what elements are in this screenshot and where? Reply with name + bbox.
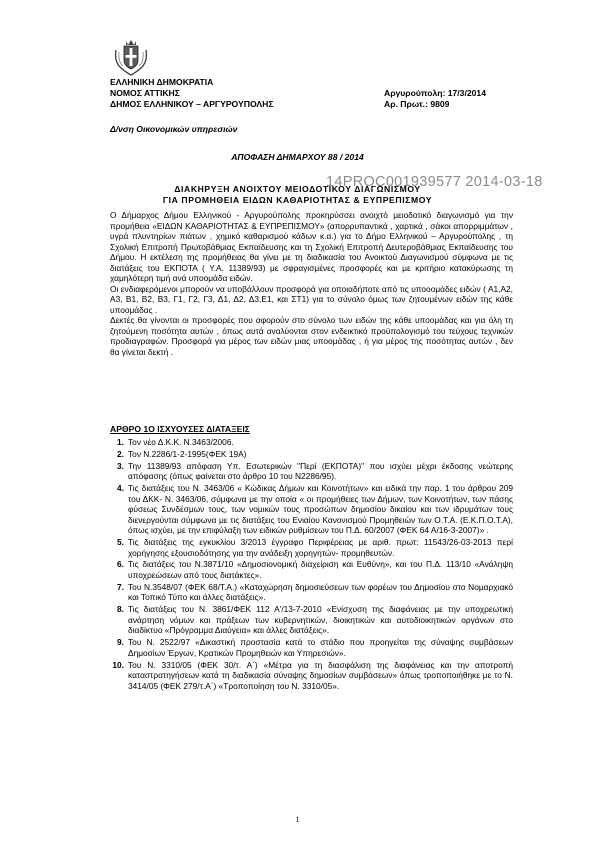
header-left — [110, 77, 274, 110]
list-item-number: 8. — [117, 604, 124, 615]
list-item-text: Του Ν. 2522/97 «Δικαστική προστασία κατά το στάδιο που προηγείται της σύναψης συμβάσεων Δημοσίων Έργων, Κρατικών Προμηθειών και Υπηρεσιών». — [128, 637, 513, 658]
list-item — [92, 559, 513, 580]
list-item — [92, 483, 513, 536]
list-item-text: Τον Ν.2286/1-2-1995(ΦΕΚ 19Α) — [128, 448, 247, 459]
decision-number: ΑΠΟΦΑΣΗ ΔΗΜΑΡΧΟΥ 88 / 2014 — [231, 152, 364, 162]
body-text — [110, 210, 513, 357]
list-item — [92, 461, 513, 482]
list-item-text: Τις διατάξεις του Ν. 3861/ΦΕΚ 112 Α'/13-7-2010 «Ενίσχυση της διαφάνειας με την υποχρεωτική ανάρτηση νόμων και πράξεων των κυβερνητικών, διοικητικών και αυτοδιοικητικών οργάνων στο διαδίκτυο «Πρόγραμμα Διαύγεια» και άλλες διατάξεις». — [128, 604, 513, 636]
list-item-text: Την 11389/93 απόφαση Υπ. Εσωτερικών "Περί (ΕΚΠΟΤΑ)" που ισχύει μέχρι έκδοσης νεώτερης απόφασης (όπως φαίνεται στο άρθρο 10 του Ν2286/95). — [128, 460, 513, 482]
header-right — [384, 88, 486, 110]
list-item-number: 5. — [117, 537, 124, 548]
title-line-2: ΓΙΑ ΠΡΟΜΗΘΕΙΑ ΕΙΔΩΝ ΚΑΘΑΡΙΟΤΗΤΑΣ & ΕΥΠΡΕΠΙΣΜΟΥ — [162, 195, 433, 205]
header-prefecture: ΝΟΜΟΣ ΑΤΤΙΚΗΣ — [110, 88, 180, 98]
list-item-number: 9. — [117, 637, 124, 648]
list-item-number: 1. — [117, 437, 124, 447]
list-item-number: 2. — [117, 448, 124, 459]
list-item-number: 7. — [117, 581, 124, 592]
header-protocol-number: Αρ. Πρωτ.: 9809 — [384, 99, 450, 109]
list-item — [92, 449, 513, 460]
list-item — [92, 437, 513, 448]
list-item-number: 10. — [112, 659, 124, 670]
page-number: 1 — [295, 815, 300, 824]
list-item — [92, 604, 513, 636]
header-republic: ΕΛΛΗΝΙΚΗ ΔΗΜΟΚΡΑΤΙΑ — [110, 77, 214, 87]
list-item — [92, 660, 513, 692]
paragraph-intro: Ο Δήμαρχος Δήμου Ελληνικού - Αργυρούπολης προκηρύσσει ανοιχτό μειοδοτικό διαγωνισμό για την προμήθεια «ΕΙΔΩΝ ΚΑΘΑΡΙΟΤΗΤΑΣ & ΕΥΠΡΕΠΙΣΜΟΥ» (απορρυπαντικά , χαρτικά , σάκοι απορριμμάτων , υγρά πλυντηρίων πιάτων , χημικό καθαρισμού κάδων κ.α.) για το Δήμο Ελληνικού – Αργυρούπολης , τη Σχολική Επιτροπή Πρωτοβάθμιας Εκπαίδευσης και τη Σχολική Επιτροπή Δευτεροβάθμιας Εκπαίδευσης του Δήμου. Η εκτέλεση της προμήθειας θα γίνει με τη διαδικασία του Ανοικτού Διαγωνισμού σύμφωνα με τις διατάξεις του ΕΚΠΟΤΑ ( Υ.Α. 11389/93) με σφραγισμένες προσφορές και με κριτήριο κατακύρωσης τη χαμηλότερη τιμή ανά υποομάδα ειδών. — [110, 210, 513, 283]
document-title — [0, 184, 595, 206]
article-heading: ΑΡΘΡΟ 1Ο ΙΣΧΥΟΥΣΕΣ ΔΙΑΤΑΞΕΙΣ — [110, 424, 250, 434]
list-item-number: 6. — [117, 559, 124, 570]
list-item-text: Τον νέο Δ.Κ.Κ. Ν.3463/2006. — [128, 437, 234, 447]
list-item-number: 4. — [117, 483, 124, 494]
title-line-1: ΔΙΑΚΗΡΥΞΗ ΑΝΟΙΧΤΟΥ ΜΕΙΟΔΟΤΙΚΟΥ ΔΙΑΓΩΝΙΣΜΟΥ — [174, 184, 421, 194]
header-municipality: ΔΗΜΟΣ ΕΛΛΗΝΙΚΟΥ – ΑΡΓΥΡΟΥΠΟΛΗΣ — [110, 99, 274, 109]
diavgeia-stamp: 14PROC001939577 2014-03-18 — [326, 174, 543, 190]
list-item — [92, 582, 513, 603]
legislation-list — [92, 437, 513, 692]
list-item-text: Του Ν. 3310/05 (ΦΕΚ 30/τ. Α΄) «Μέτρα για τη διασφάλιση της διαφάνειας και την αποτροπή καταστρατηγήσεων κατά τη διαδικασία σύναψης δημοσίων συμβάσεων» όπως τροποποιήθηκε με το Ν. 3414/05 (ΦΕΚ 279/τ.Α΄) «Τροποποίηση του Ν. 3310/05». — [128, 659, 513, 691]
list-item-text: Του Ν.3548/07 (ΦΕΚ 68/Τ.Α.) «Καταχώρηση δημοσιεύσεων των φορέων του Δημοσίου στο Νομαρχιακό και Τοπικό Τύπο και άλλες διατάξεις». — [128, 581, 513, 603]
list-item — [92, 537, 513, 558]
list-item-number: 3. — [117, 460, 124, 471]
header-date: Αργυρούπολη: 17/3/2014 — [384, 88, 486, 98]
list-item-text: Τις διατάξεις του Ν.3871/10 «Δημοσιονομική διαχείριση και Ευθύνη», και του Π.Δ. 113/10 «Ανάληψη υποχρεώσεων από τους διατάκτες». — [128, 559, 513, 580]
paragraph-acceptance: Δεκτές θα γίνονται οι προσφορές που αφορούν στο σύνολο των ειδών της κάθε υποομάδας και για όλη τη ζητούμενη ποσότητα αυτών , όπως αυτά αναλύονται στον ενδεικτικό προϋπολογισμό του τεύχους τεχνικών προδιαγραφών. Προσφορά για μέρος των ειδών μιας υποομάδας , ή για μέρος της ποσότητας αυτών , δεν θα γίνεται δεκτή . — [110, 315, 513, 357]
header-department: Δ/νση Οικονομικών υπηρεσιών — [110, 124, 238, 134]
greek-coat-of-arms-icon — [113, 38, 149, 76]
list-item — [92, 637, 513, 658]
list-item-text: Τις διατάξεις της εγκυκλίου 3/2013 έγγραφο Περιφέρειας με αριθ. πρωτ: 11543/26-03-2013 περί χορήγησης εξουσιοδότησης για την ανάδειξη χορηγητών- προμηθευτών. — [128, 537, 513, 558]
paragraph-subgroups: Οι ενδιαφερόμενοι μπορούν να υποβάλλουν προσφορά για οποιαδήποτε από τις υποοομάδες ειδών ( Α1,Α2, Α3, Β1, Β2, Β3, Γ1, Γ2, Γ3, Δ1, Δ2, Δ3,Ε1, και ΣΤ1) για το σύνολο όμως των ζητουμένων ειδών της κάθε υποομάδας . — [110, 283, 513, 315]
list-item-text: Τις διατάξεις του Ν. 3463/06 « Κώδικας Δήμων και Κοινοτήτων» και ειδικά την παρ. 1 του άρθρου 209 του ΔΚΚ- Ν. 3463/06, σύμφωνα με την οποία « οι προμήθειες των Δήμων, των Κοινοτήτων, των πάσης φύσεως Συνδέσμων τους, των νομικών τους προσώπων δημοσίου δικαίου και των ιδρυμάτων τους διενεργούνται σύμφωνα με τις διατάξεις του Ενιαίου Κανονισμού Προμηθειών των Ο.Τ.Α. (Ε.Κ.Π.Ο.Τ.Α), όπως ισχύει, με την επιφύλαξη των ειδικών ρυθμίσεων του Π.Δ. 60/2007 (ΦΕΚ 64 Α/16-3-2007)» . — [128, 483, 513, 536]
